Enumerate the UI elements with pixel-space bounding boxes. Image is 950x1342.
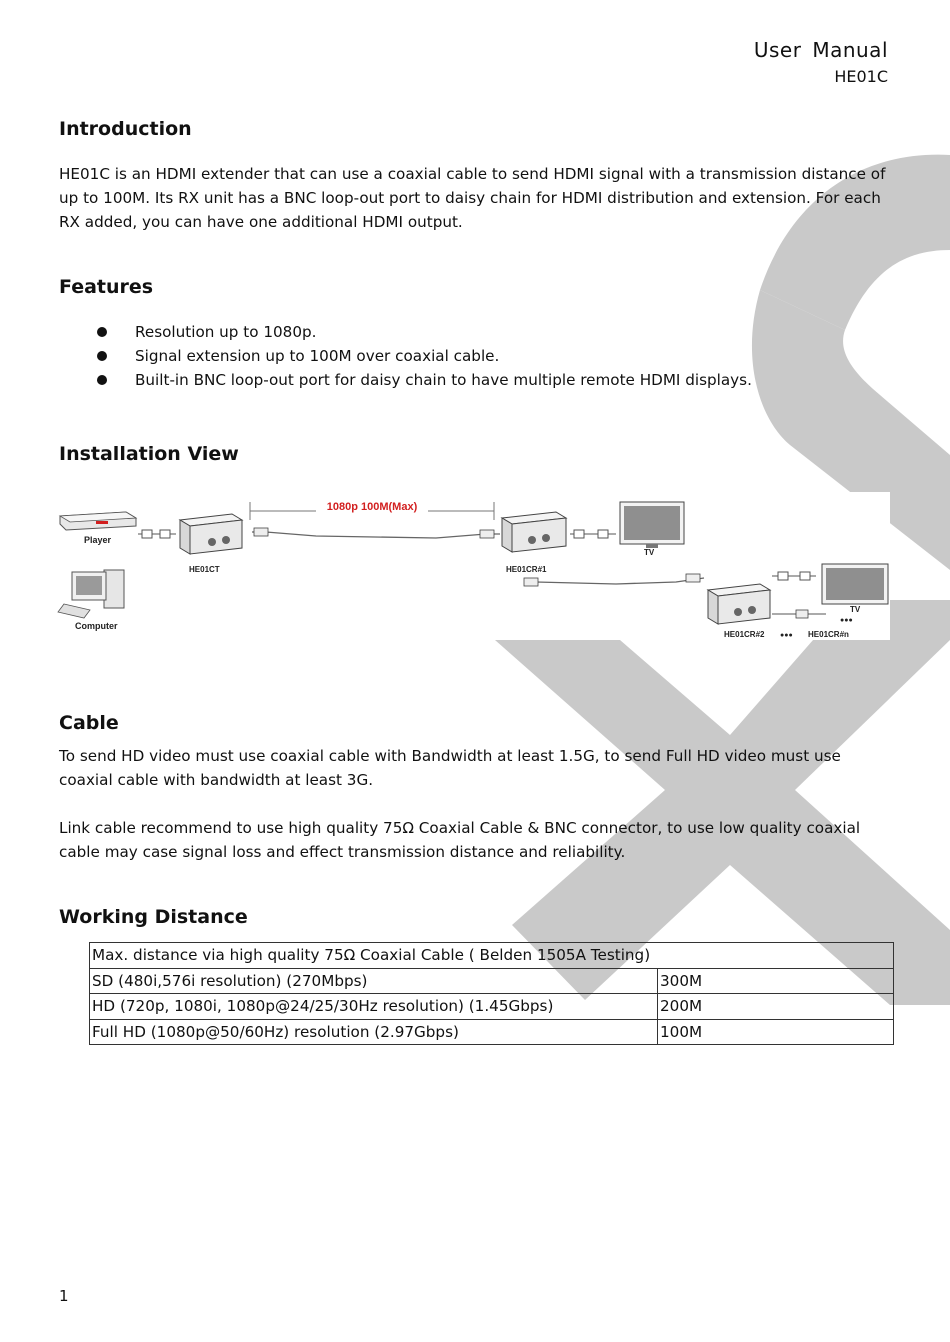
page-number: 1 [59, 1287, 69, 1305]
distance-label: 1080p 100M(Max) [326, 501, 418, 513]
table-cell-distance: 200M [658, 994, 894, 1020]
intro-text: HE01C is an HDMI extender that can use a coaxial cable to send HDMI signal with a transmission distance of up to 100M. Its RX unit has a BNC loop-out port to daisy chain for HDMI distribution and extension. For each RX added, you can have one additional HDMI output. [59, 165, 886, 232]
cable-para-2: Link cable recommend to use high quality 75Ω Coaxial Cable & BNC connector, to use low quality coaxial cable may case signal loss and effect transmission distance and reliability. [59, 819, 861, 862]
intro-heading: Introduction [59, 118, 192, 140]
bullet-icon [97, 375, 107, 385]
feature-item: Resolution up to 1080p. [59, 320, 752, 344]
installation-heading: Installation View [59, 443, 239, 465]
receiver-2-icon [708, 584, 770, 624]
table-cell-distance: 100M [658, 1019, 894, 1045]
transmitter-icon [180, 514, 242, 554]
dots-label: ●●● [780, 632, 793, 639]
table-cell-mode: HD (720p, 1080i, 1080p@24/25/30Hz resolution) (1.45Gbps) [90, 994, 658, 1020]
svg-text:●●●: ●●● [840, 617, 853, 624]
table-row [90, 994, 894, 1020]
bullet-icon [97, 351, 107, 361]
installation-diagram [56, 492, 890, 640]
header-model: HE01C [834, 67, 888, 86]
table-cell-mode: Full HD (1080p@50/60Hz) resolution (2.97Gbps) [90, 1019, 658, 1045]
tv2-label: TV [850, 605, 861, 614]
features-list [59, 320, 752, 393]
rx1-label: HE01CR#1 [506, 565, 547, 574]
table-row [90, 1019, 894, 1045]
rxn-label: HE01CR#n [808, 630, 849, 639]
tv-1-icon [620, 502, 684, 548]
working-distance-table [89, 942, 894, 1045]
rx2-label: HE01CR#2 [724, 630, 765, 639]
cable-heading: Cable [59, 712, 119, 734]
header-title: User Manual [753, 38, 888, 62]
table-header-cell: Max. distance via high quality 75Ω Coaxial Cable ( Belden 1505A Testing) [90, 943, 894, 969]
table-row [90, 968, 894, 994]
features-heading: Features [59, 276, 154, 298]
table-cell-distance: 300M [658, 968, 894, 994]
working-distance-heading: Working Distance [59, 906, 248, 928]
cable-para-1: To send HD video must use coaxial cable with Bandwidth at least 1.5G, to send Full HD video must use coaxial cable with bandwidth at least 3G. [59, 747, 841, 790]
feature-item: Built-in BNC loop-out port for daisy chain to have multiple remote HDMI displays. [59, 368, 752, 392]
player-label: Player [84, 535, 112, 545]
computer-label: Computer [75, 621, 118, 631]
tv-2-icon [822, 564, 888, 604]
feature-item: Signal extension up to 100M over coaxial cable. [59, 344, 752, 368]
table-cell-mode: SD (480i,576i resolution) (270Mbps) [90, 968, 658, 994]
receiver-1-icon [502, 512, 566, 552]
bullet-icon [97, 327, 107, 337]
tx-label: HE01CT [189, 565, 220, 574]
table-header-row [90, 943, 894, 969]
tv1-label: TV [644, 548, 655, 557]
